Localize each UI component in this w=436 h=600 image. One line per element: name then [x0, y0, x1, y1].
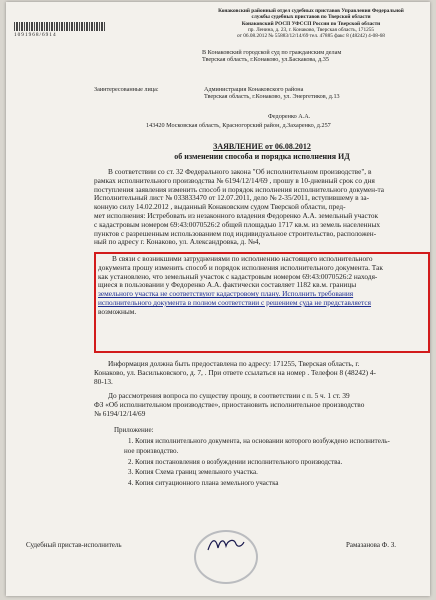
court-name: В Конаковский городской суд по гражданским делам: [202, 49, 342, 56]
text-line: Конаково, ул. Васильковского, д. 7, . При ответе ссылаться на номер . Телефон 8 (48242) 4-: [94, 367, 376, 377]
interested-label: Заинтересованные лица:: [94, 86, 159, 93]
text-line: земельного участка не соответствуют кадастровому плану. Исполнить требования: [98, 289, 354, 299]
text-line: До рассмотрения вопроса по существу прошу, в соответствии с п. 5 ч. 1 ст. 39: [108, 391, 350, 400]
attachment-item: 4. Копия ситуационного плана земельного участка: [128, 478, 279, 487]
attachment-item: 2. Копия постановления о возбуждении исполнительного производства.: [128, 457, 343, 466]
attachments-label: Приложение:: [114, 426, 154, 434]
org-line: пр. Ленина, д. 23, г. Конаково, Тверская область, 171255: [247, 26, 375, 33]
text-line: Информация должна быть предоставлена по адресу: 171255, Тверская область, г.: [108, 359, 360, 368]
person-name: Федоренко А.А.: [268, 113, 311, 120]
document-subtitle: об изменении способа и порядка исполнения ИД: [174, 152, 350, 161]
admin-addressee: [204, 86, 426, 100]
barcode-number: 1091968/6914: [14, 32, 57, 38]
attachment-item: ное производство.: [124, 447, 179, 455]
attachment-item: 3. Копия Схема границ земельного участка.: [128, 468, 258, 476]
text-line: В соответствии со ст. 32 Федерального закона "Об исполнительном производстве", в: [108, 167, 372, 176]
text-line: № 6194/12/14/69: [94, 408, 146, 418]
text-line: щиеся в пользовании у Федоренко А.А. фактически составляет 1182 кв.м. границы: [98, 280, 357, 290]
paragraph-request: [94, 168, 426, 247]
text-line: пунктов с разрешенным использованием под индивидуальное строительство, расположен-: [94, 228, 377, 238]
org-line: от 06.08.2012 № 55883/12/14/69 тел. 47885 факс 8 (48242) 4-08-68: [237, 33, 385, 40]
court-address: Тверская область, г.Конаково, ул.Баскакова, д.35: [202, 56, 329, 64]
text-line: ный по адресу г. Конаково, ул. Александровка, д. №4,: [94, 237, 261, 247]
document-title: ЗАЯВЛЕНИЕ от 06.08.2012: [213, 142, 311, 151]
paragraph-suspend: [94, 392, 426, 418]
signature-name: Рамазанова Ф. З.: [346, 541, 396, 549]
text-line: поступления заявления изменить способ и порядок исполнения исполнительного докумен-та: [94, 184, 385, 194]
person-address: 143420 Московская область, Красногорский район, д.Захаренко, д.257: [146, 122, 331, 129]
admin-address: Тверская область, г.Конаково, ул. Энергетиков, д.13: [204, 93, 340, 101]
attachment-item: 1. Копия исполнительного документа, на основании которого возбуждено исполнитель-: [128, 436, 390, 445]
text-line: В связи с возникшими затруднениями по исполнению настоящего исполнительного: [112, 254, 373, 263]
text-line: с кадастровым номером 69:43:0070526:2 общей площадью 1717 кв.м. из земель населенных: [94, 219, 380, 229]
document-page: [6, 2, 430, 596]
text-line: 80-13.: [94, 376, 113, 386]
org-header: [196, 8, 426, 39]
text-line: ФЗ «Об исполнительном производстве», приостановить исполнительное производство: [94, 399, 365, 409]
paragraph-contact: [94, 360, 426, 386]
text-line: конную силу 14.02.2012 , выданный Конаковским судом Тверской области, пред-: [94, 202, 346, 212]
attachments: [114, 425, 426, 488]
signature-position: Судебный пристав-исполнитель: [26, 541, 122, 549]
text-line: мет исполнения: Истребовать из незаконного владения Федоренко А.А. земельный участок: [94, 210, 379, 220]
text-line: Исполнительный лист № 033833470 от 12.07.2011, дело № 2-35/2011, вступившему в за-: [94, 193, 370, 203]
text-line: документа прошу изменить способ и порядок исполнения исполнительного документа. Так: [98, 262, 383, 272]
org-line: Конаковский районный отдел судебных приставов Управления Федеральной: [218, 8, 404, 14]
signature-mark: [206, 534, 246, 554]
admin-name: Администрация Конаковского района: [204, 86, 304, 93]
paragraph-difficulties: [98, 255, 426, 317]
org-line: службы судебных приставов по Тверской области: [251, 14, 371, 21]
text-line: исполнительного документа в полном соответствии с решением суда не представляется: [98, 297, 372, 307]
text-line: возможным.: [98, 306, 137, 316]
text-line: как установлено, что земельный участок с кадастровым номером 69:43:0070526:2 находя-: [98, 271, 378, 281]
org-line: Конаковский РОСП УФССП России по Тверской области: [241, 20, 381, 27]
barcode: [14, 22, 106, 31]
court-addressee: [202, 49, 426, 63]
text-line: рамках исполнительного производства № 6194/12/14/69 , прошу в 10-дневный срок со дня: [94, 175, 375, 185]
